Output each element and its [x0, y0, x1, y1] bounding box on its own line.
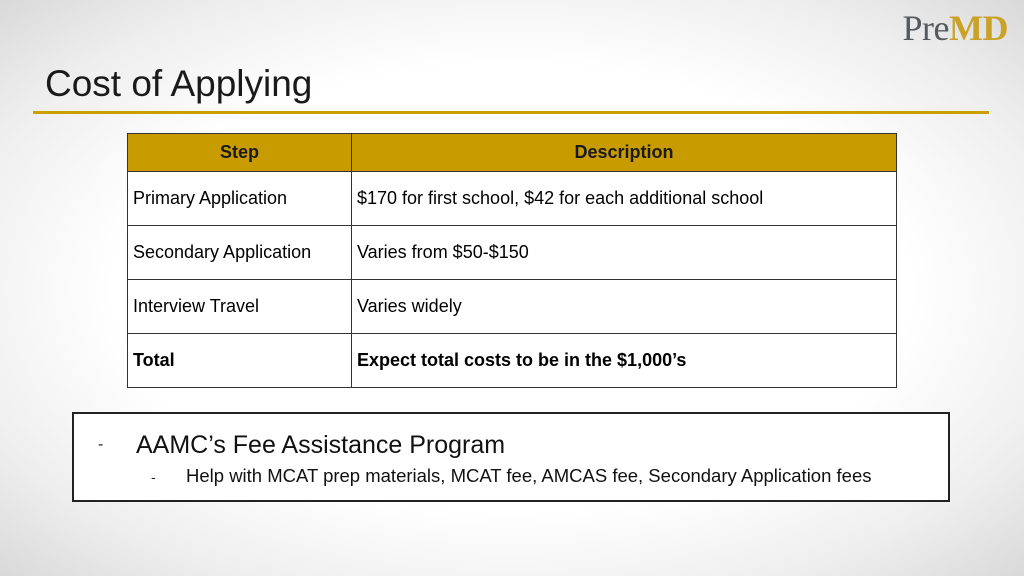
- premd-logo: [903, 8, 1008, 48]
- table-row: [128, 172, 897, 226]
- sub-bullet-marker: -: [151, 469, 156, 485]
- row-description: Expect total costs to be in the $1,000’s: [352, 334, 897, 388]
- fee-assistance-detail: Help with MCAT prep materials, MCAT fee, AMCAS fee, Secondary Application fees: [186, 465, 872, 486]
- row-step: Secondary Application: [128, 226, 352, 280]
- logo-md: MD: [949, 8, 1008, 48]
- row-step: Primary Application: [128, 172, 352, 226]
- table-row-total: [128, 334, 897, 388]
- logo-pre: Pre: [902, 8, 950, 48]
- table-row: [128, 226, 897, 280]
- row-step: Total: [128, 334, 352, 388]
- header-step: Step: [128, 134, 352, 172]
- fee-assistance-box: [72, 412, 950, 502]
- cost-table: [127, 133, 897, 388]
- bullet-marker: -: [98, 436, 104, 453]
- header-description: Description: [352, 134, 897, 172]
- title-divider: [33, 111, 989, 114]
- page-title: Cost of Applying: [45, 63, 313, 104]
- fee-assistance-heading: AAMC’s Fee Assistance Program: [136, 431, 506, 459]
- row-description: Varies from $50-$150: [352, 226, 897, 280]
- row-description: $170 for first school, $42 for each additional school: [352, 172, 897, 226]
- row-description: Varies widely: [352, 280, 897, 334]
- table-row: [128, 280, 897, 334]
- table-header-row: [128, 134, 897, 172]
- row-step: Interview Travel: [128, 280, 352, 334]
